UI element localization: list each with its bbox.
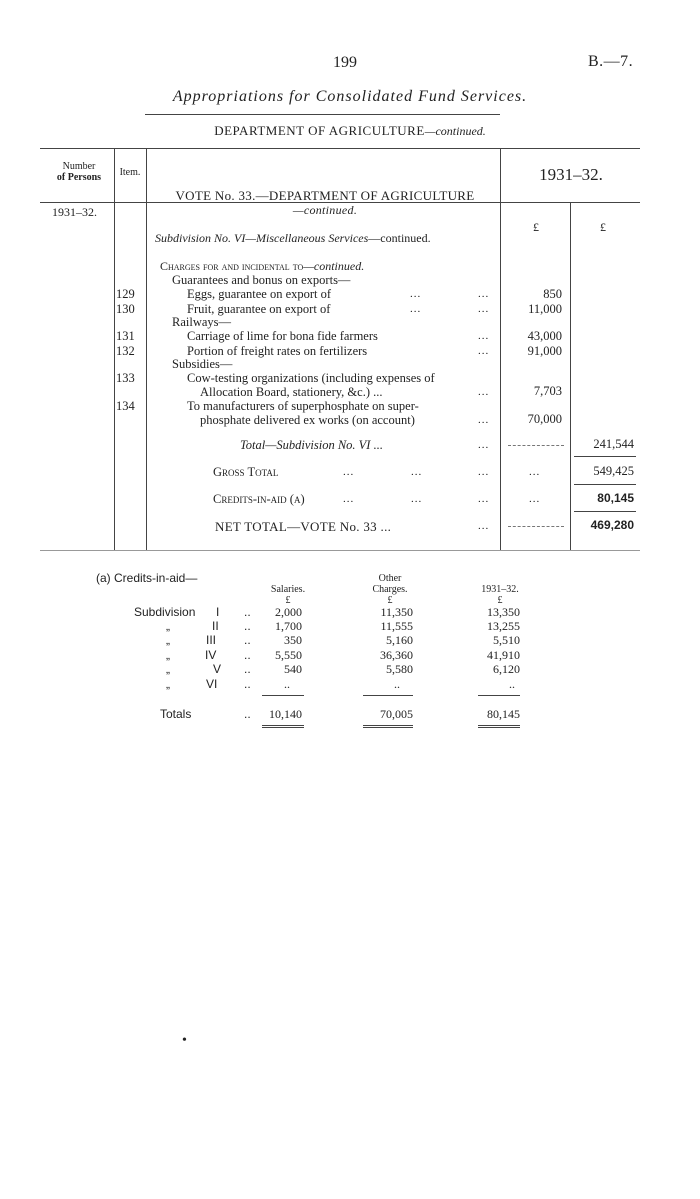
persons-header-line-1: Number [62,161,96,172]
total-rule [574,511,636,512]
persons-header [40,161,118,183]
salaries-header-text: Salaries. [270,584,306,595]
page-reference: B.—7. [588,53,634,70]
year-value: 6,120 [493,662,520,676]
dash-rule [508,526,564,527]
item-label: Eggs, guarantee on export of [187,287,332,301]
persons-column-rule [114,148,115,550]
year-total: 80,145 [487,707,520,721]
leader-dots: ... [478,386,490,398]
item-amount: 11,000 [528,302,562,316]
leader-dots: ... [343,493,355,505]
dash-rule [508,445,564,446]
other-charges-value: 11,555 [380,619,413,633]
item-number: 131 [116,329,135,343]
leader-dots: ... [529,493,541,505]
year-pound: £ [497,595,503,606]
double-rule [262,725,304,728]
leader-dots: .. [244,677,251,691]
totals-label: Totals [160,707,192,721]
column-rule [363,695,413,696]
year-value: 13,255 [487,619,520,633]
leader-dots: .. [244,619,251,633]
leader-dots: ... [478,414,490,426]
item-header: Item. [119,167,141,178]
other-charges-total: 70,005 [380,707,413,721]
amount-column-rule [500,148,501,550]
leader-dots: ... [478,330,490,342]
subdivision-total-label: Total—Subdivision No. VI ... [240,438,383,452]
credits-in-aid-label: Credits-in-aid (a) [213,492,305,506]
stray-bullet: • [182,1033,187,1048]
item-amount: 43,000 [527,329,562,343]
item-number: 130 [116,302,135,316]
leader-dots: ... [529,466,541,478]
subdivision-word: Subdivision [134,605,196,619]
other-charges-value: .. [394,677,400,691]
leader-dots: .. [244,648,251,662]
salaries-value: 540 [284,662,302,676]
other-charges-value: 36,360 [380,648,413,662]
page-title: Appropriations for Consolidated Fund Services. [172,88,528,105]
other-header-line-2: Charges. [372,584,408,595]
charges-title: Charges for and incidental to [160,259,304,273]
leader-dots: ... [478,520,490,532]
total-column-rule [570,202,571,550]
subdivision-numeral: VI [206,677,218,691]
vote-title-continued: —continued. [292,203,358,217]
column-rule [262,695,304,696]
other-charges-value: 11,350 [380,605,413,619]
item-number: 134 [116,399,135,413]
leader-dots: ... [411,493,423,505]
subdivision-numeral: II [212,619,219,633]
year-value: .. [509,677,515,691]
item-column-rule [146,148,147,550]
salaries-column-header [258,584,318,606]
other-charges-value: 5,580 [386,662,413,676]
item-label-line-2: phosphate delivered ex works (on account) [200,413,415,427]
item-amount: 850 [543,287,562,301]
gross-total-value: 549,425 [593,464,634,478]
item-label-line-2: Allocation Board, stationery, &c.) ... [200,385,383,399]
leader-dots: ... [410,303,422,315]
other-charges-column-header [355,573,425,606]
item-label-line-1: To manufacturers of superphosphate on super- [187,399,419,413]
subdivision-numeral: V [213,662,222,676]
salaries-value: 1,700 [275,619,302,633]
persons-year: 1931–32. [52,205,97,219]
salaries-value: 5,550 [275,648,302,662]
item-amount: 7,703 [533,384,562,398]
subdivision-numeral: III [206,633,217,647]
persons-header-line-2: of Persons [56,172,102,183]
pound-sign-total: £ [600,220,606,234]
total-rule [574,484,636,485]
net-total-label: NET TOTAL—VOTE No. 33 ... [215,519,392,534]
year-header: 1931–32. [539,165,603,184]
item-label-line-1: Cow-testing organizations (including expenses of [187,371,435,385]
net-total-value: 469,280 [590,518,634,532]
item-label: Fruit, guarantee on export of [187,302,331,316]
salaries-total: 10,140 [269,707,302,721]
subdivision-total-value: 241,544 [593,437,634,451]
year-value: 5,510 [493,633,520,647]
salaries-value: .. [284,677,290,691]
leader-dots: .. [244,633,251,647]
item-amount: 91,000 [527,344,562,358]
department-continued: —continued. [424,124,486,138]
salaries-pound: £ [285,595,291,606]
leader-dots: ... [411,466,423,478]
railways-heading: Railways— [172,315,232,329]
leader-dots: ... [478,466,490,478]
leader-dots: ... [478,288,490,300]
year-value: 41,910 [487,648,520,662]
item-amount: 70,000 [527,412,562,426]
charges-continued: —continued. [303,259,365,273]
column-rule [478,695,520,696]
ditto-mark: „ [166,619,170,633]
double-rule [363,725,413,728]
table-bottom-rule [40,550,640,551]
gross-total-label: Gross Total [213,465,279,479]
ditto-mark: „ [166,677,170,691]
year-header-text: 1931–32. [481,584,519,595]
vote-title-main: VOTE No. 33.—DEPARTMENT OF AGRICULTURE [175,188,475,203]
subsidies-heading: Subsidies— [172,357,233,371]
footnote-heading: (a) Credits-in-aid— [96,571,198,585]
title-rule [145,114,500,115]
item-number: 129 [116,287,135,301]
ditto-mark: „ [166,662,170,676]
department-name: DEPARTMENT OF AGRICULTURE [214,123,425,138]
subdivision-numeral: I [216,605,220,619]
leader-dots: ... [478,345,490,357]
credits-in-aid-value: 80,145 [597,491,634,505]
item-number: 132 [116,344,135,358]
salaries-value: 2,000 [275,605,302,619]
subdivision-continued: —continued. [368,231,431,245]
year-value: 13,350 [487,605,520,619]
page-number: 199 [333,54,357,71]
other-pound: £ [387,595,393,606]
leader-dots: .. [244,662,251,676]
total-rule [574,456,636,457]
subdivision-title: Subdivision No. VI—Miscellaneous Services [155,231,369,245]
department-heading [0,123,700,139]
leader-dots: ... [478,303,490,315]
ditto-mark: „ [166,648,170,662]
pound-sign-amount: £ [533,220,539,234]
item-number: 133 [116,371,135,385]
table-top-rule [40,148,640,149]
charges-heading [160,259,364,274]
subdivision-numeral: IV [205,648,217,662]
salaries-value: 350 [284,633,302,647]
leader-dots: .. [244,605,251,619]
vote-title [150,188,500,218]
guarantees-heading: Guarantees and bonus on exports— [172,273,351,287]
subdivision-heading [155,231,431,246]
leader-dots: ... [478,439,490,451]
other-header-line-1: Other [378,573,402,584]
other-charges-value: 5,160 [386,633,413,647]
year-column-header [470,584,530,606]
leader-dots: ... [343,466,355,478]
leader-dots: ... [410,288,422,300]
leader-dots: ... [478,493,490,505]
ditto-mark: „ [166,633,170,647]
item-label: Carriage of lime for bona fide farmers [187,329,378,343]
double-rule [478,725,520,728]
leader-dots: .. [244,707,251,721]
item-label: Portion of freight rates on fertilizers [187,344,368,358]
